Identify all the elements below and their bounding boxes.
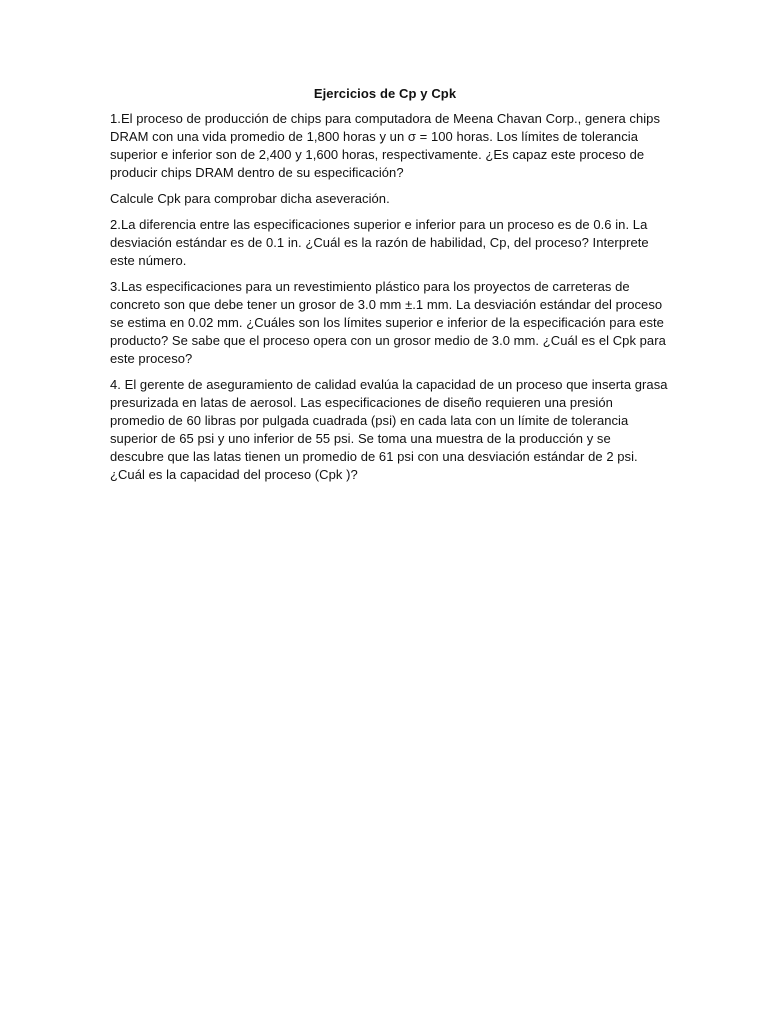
paragraph-line: 2.La diferencia entre las especificaciones superior e inferior para un proceso es de 0.6 in. La xyxy=(110,217,648,232)
paragraph-line: DRAM con una vida promedio de 1,800 horas y un σ = 100 horas. Los límites de tolerancia xyxy=(110,129,638,144)
paragraph-line: producto? Se sabe que el proceso opera con un grosor medio de 3.0 mm. ¿Cuál es el Cpk para xyxy=(110,333,666,348)
paragraph-line: Calcule Cpk para comprobar dicha aseveración. xyxy=(110,191,390,206)
paragraph-line: ¿Cuál es la capacidad del proceso (Cpk )? xyxy=(110,467,358,482)
paragraph-line: desviación estándar es de 0.1 in. ¿Cuál es la razón de habilidad, Cp, del proceso? Interprete xyxy=(110,235,649,250)
paragraph-line: superior e inferior son de 2,400 y 1,600 horas, respectivamente. ¿Es capaz este proceso de xyxy=(110,147,645,162)
exercise-4-paragraph xyxy=(110,376,668,484)
paragraph-line: este proceso? xyxy=(110,351,193,366)
exercise-1-paragraph xyxy=(110,110,660,182)
exercise-1-instruction xyxy=(110,190,660,208)
paragraph-line: 3.Las especificaciones para un revestimiento plástico para los proyectos de carreteras de xyxy=(110,279,630,294)
paragraph-line: superior de 65 psi y uno inferior de 55 psi. Se toma una muestra de la producción y se xyxy=(110,431,611,446)
paragraph-line: producir chips DRAM dentro de su especificación? xyxy=(110,165,404,180)
exercise-3-paragraph xyxy=(110,278,666,368)
paragraph-line: promedio de 60 libras por pulgada cuadrada (psi) en cada lata con un límite de tolerancia xyxy=(110,413,629,428)
paragraph-line: este número. xyxy=(110,253,187,268)
paragraph-line: 1.El proceso de producción de chips para computadora de Meena Chavan Corp., genera chips xyxy=(110,111,661,126)
paragraph-line: 4. El gerente de aseguramiento de calidad evalúa la capacidad de un proceso que inserta grasa xyxy=(110,377,668,392)
paragraph-line: presurizada en latas de aerosol. Las especificaciones de diseño requieren una presión xyxy=(110,395,613,410)
document-body xyxy=(110,85,668,492)
paragraph-line: descubre que las latas tienen un promedio de 61 psi con una desviación estándar de 2 psi. xyxy=(110,449,638,464)
document-title: Ejercicios de Cp y Cpk xyxy=(313,86,457,101)
exercise-2-paragraph xyxy=(110,216,660,270)
paragraph-line: concreto son que debe tener un grosor de 3.0 mm ±.1 mm. La desviación estándar del proceso xyxy=(110,297,663,312)
paragraph-line: se estima en 0.02 mm. ¿Cuáles son los límites superior e inferior de la especificación para este xyxy=(110,315,664,330)
